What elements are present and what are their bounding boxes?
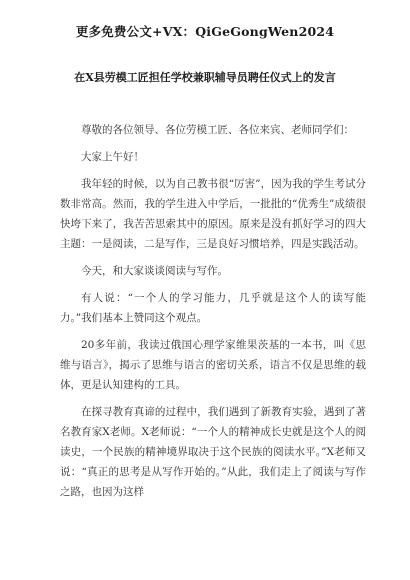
paragraph-salutation: 尊敬的各位领导、各位劳模工匠、各位来宾、老师同学们： <box>81 124 354 136</box>
paragraph-topic: 今天，和大家谈谈阅读与写作。 <box>81 265 228 277</box>
paragraph-teaching-experience: 我年轻的时候，以为自己教书很“厉害”，因为我的学生考试分数非常高。然而，我的学生进入中学后，一批批的“优秀生”成绩很快垮下来了，我苦苦思索其中的原因。原来是没有抓好学习的四大主题：一是阅读，二是写作，三是良好习惯培养，四是实践活动。 <box>60 178 366 250</box>
document-title: 在X县劳模工匠担任学校兼职辅导员聘任仪式上的发言 <box>74 71 336 84</box>
document-body <box>60 120 366 509</box>
watermark-header: 更多免费公文+VX：QiGeGongWen2024 <box>75 24 335 39</box>
paragraph-new-education: 在探寻教育真谛的过程中，我们遇到了新教育实验，遇到了著名教育家X老师。X老师说：“一个人的精神成长史就是这个人的阅读史，一个民族的精神境界取决于这个民族的阅读水平。”X老师又说：“真正的思考是从写作开始的。”从此，我们走上了阅读与写作之路，也因为这样 <box>60 406 366 498</box>
paragraph-greeting: 大家上午好！ <box>81 151 144 163</box>
paragraph-vygotsky: 20多年前，我读过俄国心理学家维果茨基的一本书，叫《思维与语言》，揭示了思维与语言的密切关系，语言不仅是思维的载体，更是认知建构的工具。 <box>60 339 366 391</box>
paragraph-quote: 有人说：“一个人的学习能力，几乎就是这个人的读写能力。”我们基本上赞同这个观点。 <box>60 292 366 324</box>
